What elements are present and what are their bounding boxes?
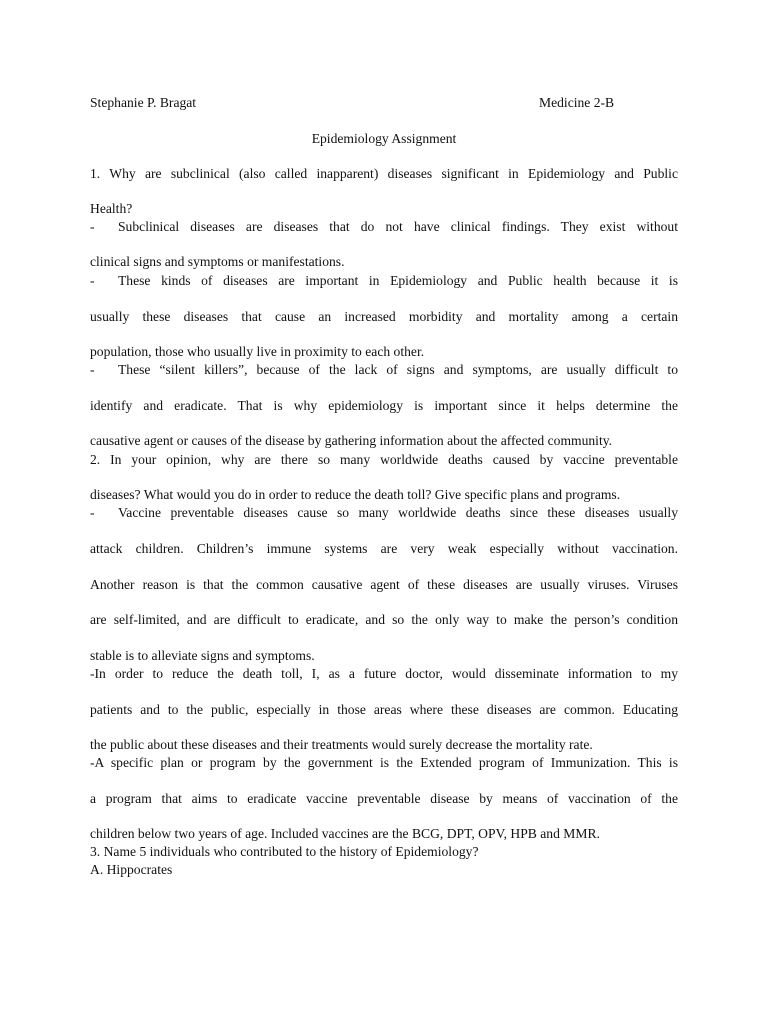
question-3-line-1: 3. Name 5 individuals who contributed to the history of Epidemiology? xyxy=(90,844,479,859)
answer-text: These kinds of diseases are important in Epidemiology and Public health because it is xyxy=(118,273,678,288)
bullet-dash: - xyxy=(90,362,95,377)
answer-text: These “silent killers”, because of the lack of signs and symptoms, are usually difficult to xyxy=(118,362,678,377)
question-1-line-1: 1. Why are subclinical (also called inapparent) diseases significant in Epidemiology and Public xyxy=(90,166,678,181)
answer-2b-line-3: the public about these diseases and their treatments would surely decrease the mortality rate. xyxy=(90,737,593,752)
answer-1c-line-1 xyxy=(90,362,678,378)
author-name: Stephanie P. Bragat xyxy=(90,95,197,110)
bullet-dash: - xyxy=(90,219,95,234)
answer-1c-line-2: identify and eradicate. That is why epidemiology is important since it helps determine the xyxy=(90,398,678,413)
answer-1b-line-3: population, those who usually live in proximity to each other. xyxy=(90,344,425,359)
answer-text: Subclinical diseases are diseases that do not have clinical findings. They exist without xyxy=(118,219,678,234)
answer-2a-line-1 xyxy=(90,505,678,521)
answer-2b-line-2: patients and to the public, especially in those areas where these diseases are common. Educating xyxy=(90,702,678,717)
answer-1b-line-2: usually these diseases that cause an increased morbidity and mortality among a certain xyxy=(90,309,678,324)
answer-1a-line-1 xyxy=(90,219,678,235)
answer-2a-line-3: Another reason is that the common causative agent of these diseases are usually viruses. Viruses xyxy=(90,577,678,592)
question-1-line-2: Health? xyxy=(90,201,133,216)
answer-2c-line-1: -A specific plan or program by the government is the Extended program of Immunization. This is xyxy=(90,755,678,770)
answer-2b-line-1: -In order to reduce the death toll, I, as a future doctor, would disseminate information to my xyxy=(90,666,678,681)
question-2-line-1: 2. In your opinion, why are there so many worldwide deaths caused by vaccine preventable xyxy=(90,452,678,467)
answer-1c-line-3: causative agent or causes of the disease by gathering information about the affected community. xyxy=(90,433,613,448)
answer-1a-line-2: clinical signs and symptoms or manifestations. xyxy=(90,254,345,269)
answer-3-item-a: A. Hippocrates xyxy=(90,862,173,877)
answer-2a-line-4: are self-limited, and are difficult to eradicate, and so the only way to make the person’s condition xyxy=(90,612,678,627)
page-title: Epidemiology Assignment xyxy=(311,131,457,146)
class-section: Medicine 2-B xyxy=(539,95,615,110)
answer-2c-line-3: children below two years of age. Included vaccines are the BCG, DPT, OPV, HPB and MMR. xyxy=(90,826,600,841)
answer-2a-line-2: attack children. Children’s immune systems are very weak especially without vaccination. xyxy=(90,541,678,556)
answer-2a-line-5: stable is to alleviate signs and symptoms. xyxy=(90,648,315,663)
answer-2c-line-2: a program that aims to eradicate vaccine preventable disease by means of vaccination of the xyxy=(90,791,678,806)
bullet-dash: - xyxy=(90,273,95,288)
question-2-line-2: diseases? What would you do in order to reduce the death toll? Give specific plans and programs. xyxy=(90,487,621,502)
bullet-dash: - xyxy=(90,505,95,520)
answer-text: Vaccine preventable diseases cause so many worldwide deaths since these diseases usually xyxy=(118,505,678,520)
answer-1b-line-1 xyxy=(90,273,678,289)
